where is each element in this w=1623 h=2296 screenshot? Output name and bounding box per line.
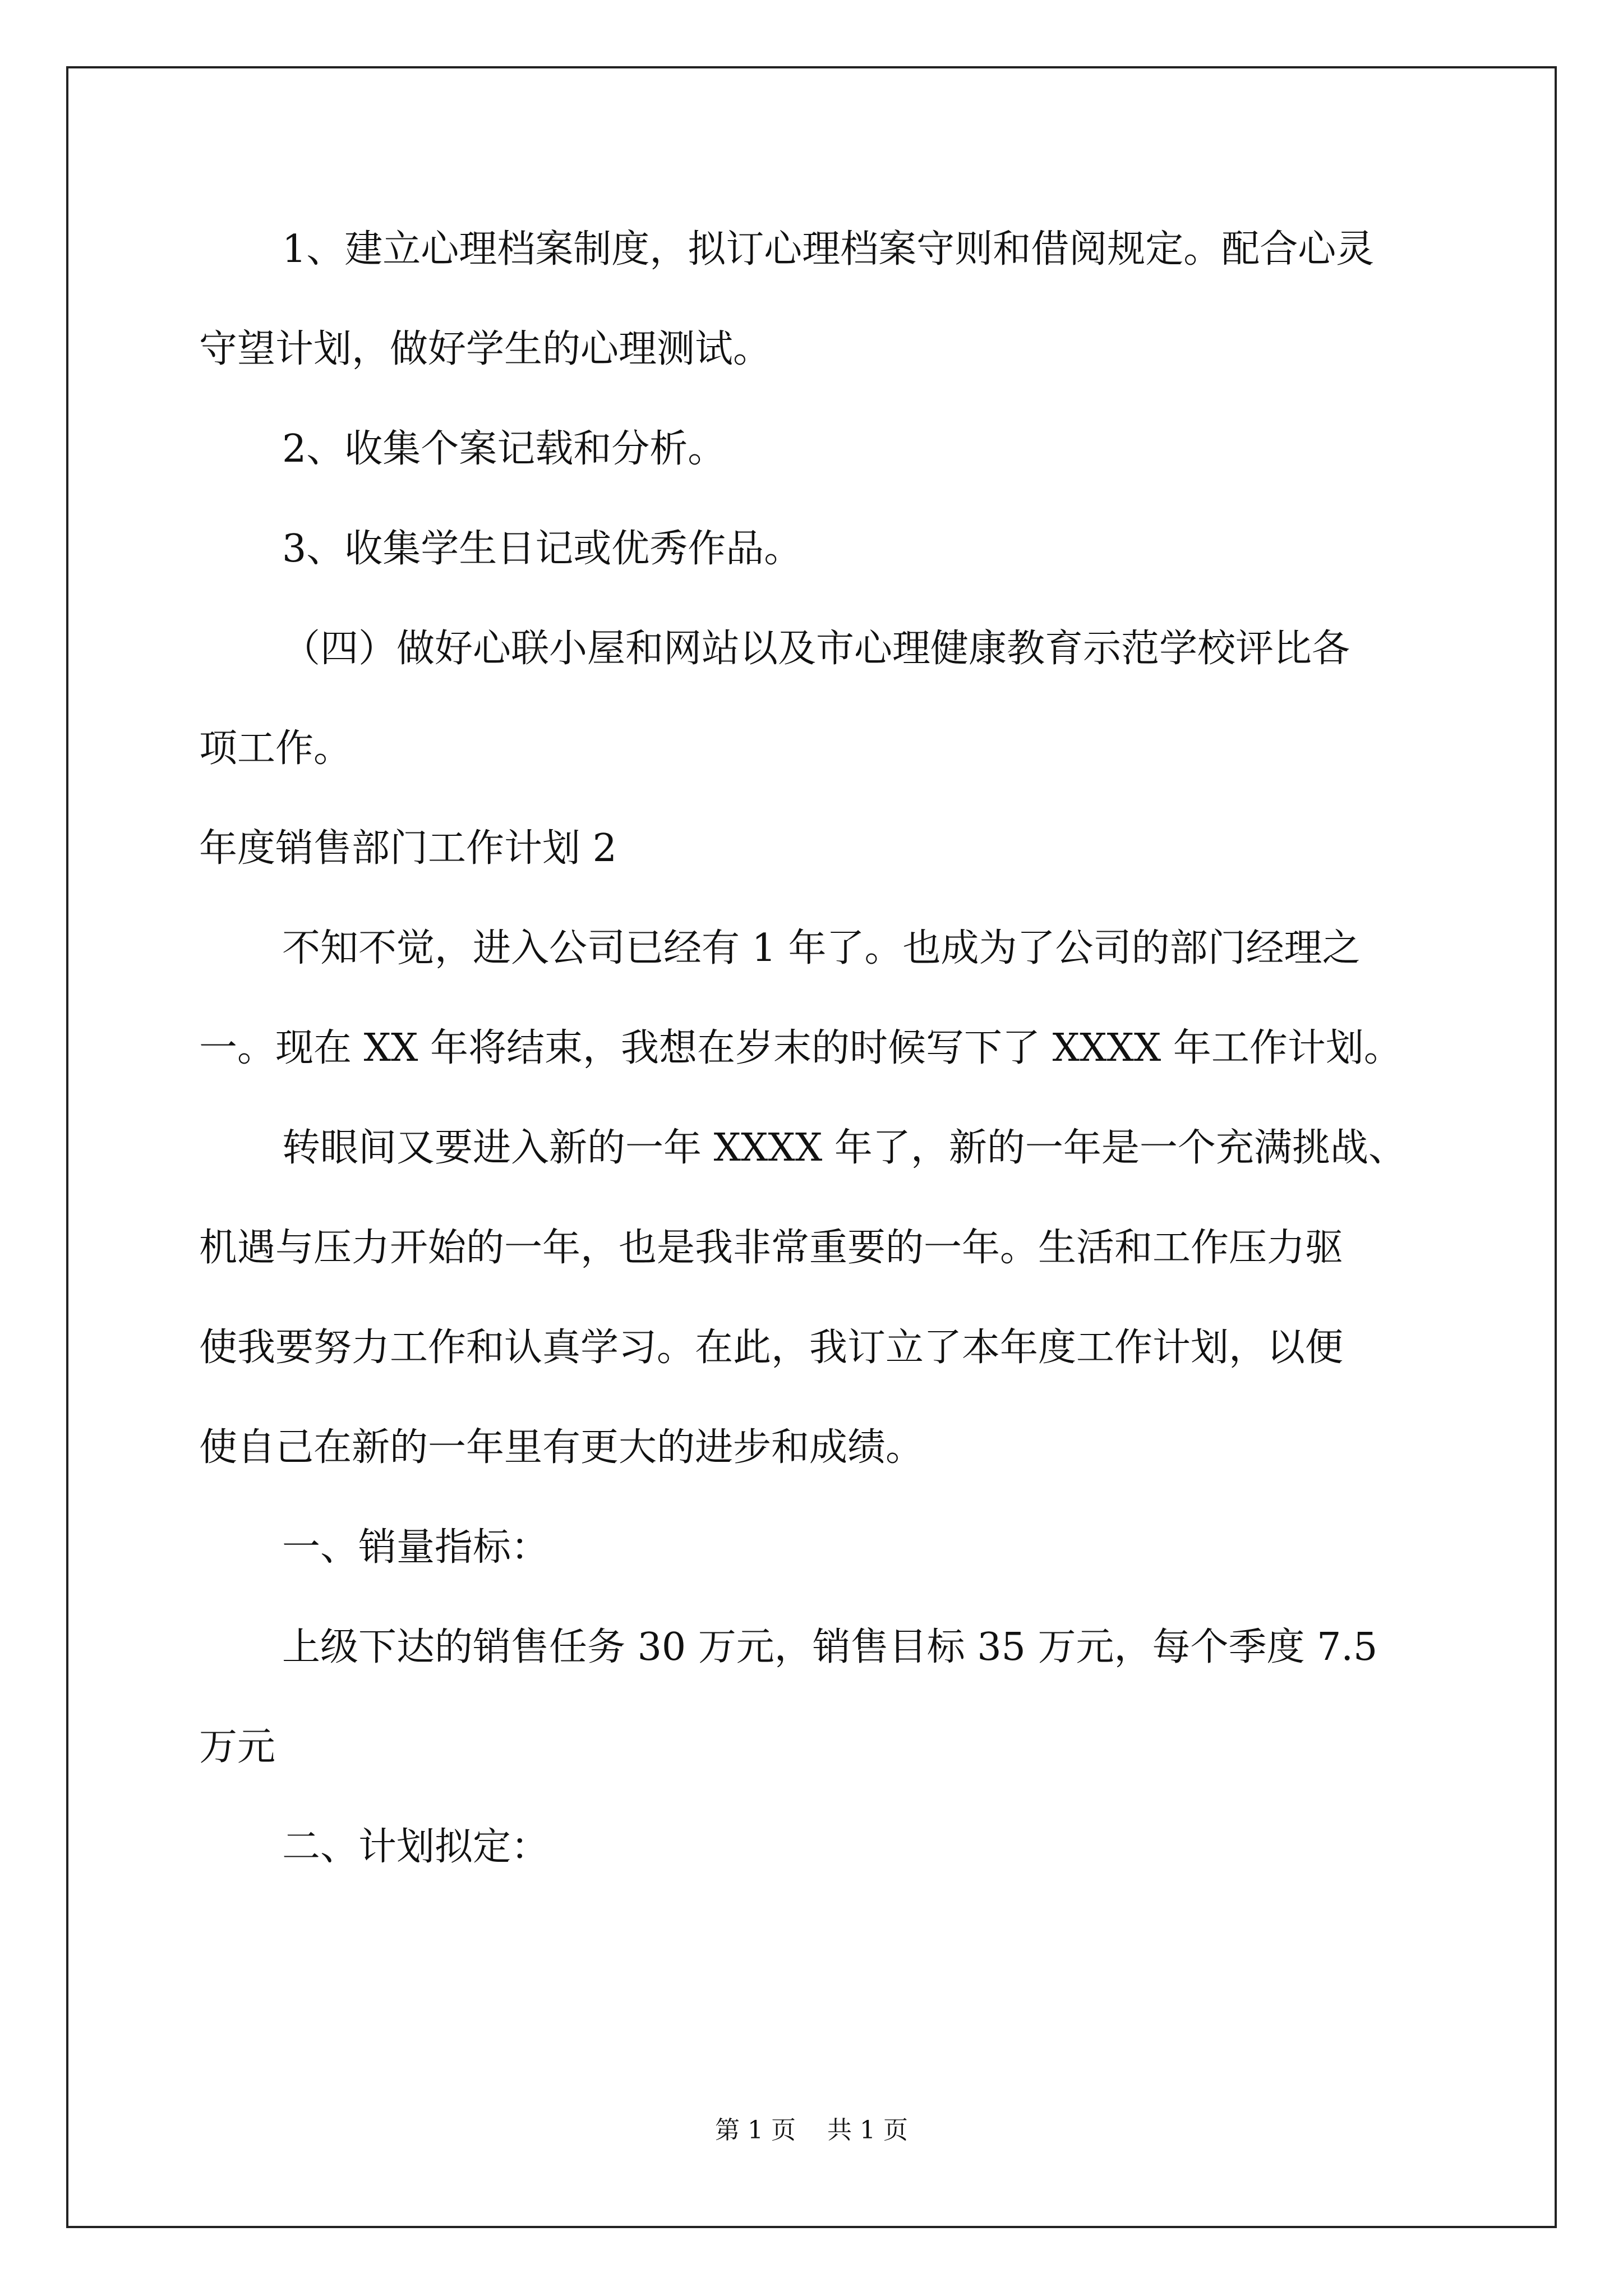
paragraph-line: 守望计划，做好学生的心理测试。 xyxy=(199,327,772,371)
paragraph-line: 万元 xyxy=(199,1725,276,1769)
paragraph-line: （四）做好心联小屋和网站以及市心理健康教育示范学校评比各 xyxy=(282,627,1350,671)
page-footer xyxy=(0,2114,1623,2147)
paragraph-line: 一。现在 XX 年将结束，我想在岁末的时候写下了 XXXX 年工作计划。 xyxy=(199,1026,1402,1070)
paragraph-line: 1、建立心理档案制度，拟订心理档案守则和借阅规定。配合心灵 xyxy=(282,227,1375,272)
paragraph-line: 3、收集学生日记或优秀作品。 xyxy=(282,527,803,571)
paragraph-line: 一、销量指标： xyxy=(282,1525,550,1570)
paragraph-line: 使自己在新的一年里有更大的进步和成绩。 xyxy=(199,1425,924,1470)
paragraph-line: 转眼间又要进入新的一年 XXXX 年了，新的一年是一个充满挑战、 xyxy=(282,1126,1407,1170)
document-body xyxy=(199,200,1478,1897)
page-total: 共 1 页 xyxy=(827,2116,908,2145)
paragraph-line: 项工作。 xyxy=(199,726,352,771)
paragraph-line: 机遇与压力开始的一年，也是我非常重要的一年。生活和工作压力驱 xyxy=(199,1226,1344,1270)
paragraph-line: 使我要努力工作和认真学习。在此，我订立了本年度工作计划，以便 xyxy=(199,1326,1344,1370)
paragraph-line: 2、收集个案记载和分析。 xyxy=(282,427,726,471)
paragraph-line: 上级下达的销售任务 30 万元，销售目标 35 万元，每个季度 7.5 xyxy=(282,1625,1378,1669)
page-number: 第 1 页 xyxy=(715,2116,796,2145)
paragraph-line: 不知不觉，进入公司已经有 1 年了。也成为了公司的部门经理之 xyxy=(282,926,1361,970)
paragraph-line: 二、计划拟定： xyxy=(282,1825,550,1869)
section-heading: 年度销售部门工作计划 2 xyxy=(199,826,617,871)
